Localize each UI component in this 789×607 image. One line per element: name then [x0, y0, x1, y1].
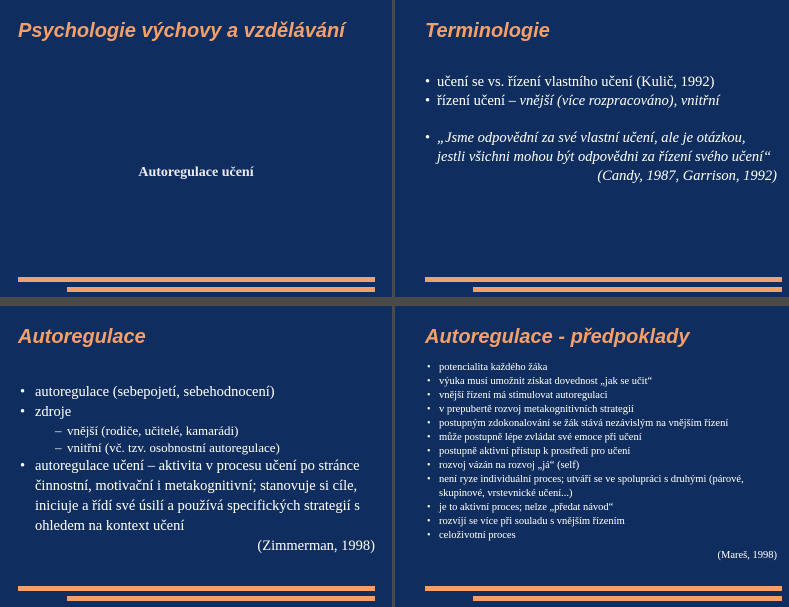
sub-list	[35, 422, 375, 456]
slide-title: Autoregulace - předpoklady	[425, 326, 690, 348]
list-item-text: potencialita každého žáka	[439, 362, 548, 373]
list-item	[427, 389, 777, 403]
slide-title: Autoregulace	[18, 326, 146, 348]
list-item-text: učení se vs. řízení vlastního učení (Kulič, 1992)	[437, 74, 715, 90]
list-item	[427, 515, 777, 529]
decorative-bar	[18, 586, 375, 591]
bullet-icon: •	[427, 418, 431, 429]
list-item	[427, 361, 777, 375]
list-item	[427, 431, 777, 445]
slide-title: Psychologie výchovy a vzdělávání	[18, 20, 345, 42]
bullet-icon: •	[427, 362, 431, 373]
list-item	[427, 529, 777, 543]
list-item	[427, 459, 777, 473]
quote-text: „Jsme odpovědní za své vlastní učení, ale je otázkou, jestli všichni mohou být odpovědni za řízení svého učení“	[437, 130, 772, 165]
list-item-text: výuka musí umožnit získat dovednost „jak se učit“	[439, 376, 653, 387]
sub-list-item-text: vnitřní (vč. tzv. osobnostní autoregulace)	[67, 440, 280, 455]
bullet-icon: •	[427, 502, 431, 513]
list-item-text: rozvoj vázán na rozvoj „já“ (self)	[439, 460, 580, 471]
list-item-text: může postupně lépe zvládat své emoce při učení	[439, 432, 642, 443]
list-item-text: vnější řízení má stimulovat autoregulaci	[439, 390, 608, 401]
bullet-icon: •	[20, 384, 26, 400]
list-item-text: postupným zdokonalování se žák stává nezávislým na vnějším řízení	[439, 418, 729, 429]
list-item-text: je to aktivní proces; nelze „předat návod“	[439, 502, 614, 513]
decorative-bar	[67, 596, 375, 601]
list-item-text: celoživotní proces	[439, 530, 516, 541]
list-item-text: v prepubertě rozvoj metakognitivních strategií	[439, 404, 634, 415]
list-item	[20, 382, 375, 402]
list-item	[20, 456, 375, 536]
citation: (Mareš, 1998)	[717, 550, 777, 561]
decorative-bar	[473, 287, 782, 292]
list-item-text-italic: vnější (více rozpracováno), vnitřní	[519, 93, 720, 109]
list-item-text: řízení učení –	[437, 93, 520, 109]
bullet-icon: •	[20, 458, 26, 474]
citation-row	[20, 536, 375, 556]
bullet-icon: •	[427, 376, 431, 387]
list-item	[427, 501, 777, 515]
list-item-text: autoregulace (sebepojetí, sebehodnocení)	[35, 384, 275, 400]
slide-title: Terminologie	[425, 20, 550, 42]
bullet-icon: •	[427, 530, 431, 541]
list-item	[427, 403, 777, 417]
decorative-bar	[425, 277, 782, 282]
decorative-bar	[425, 586, 782, 591]
bullet-icon: •	[425, 130, 431, 146]
list-item-text: rozvíjí se více při souladu s vnějším řízením	[439, 516, 625, 527]
bullet-icon: •	[425, 74, 431, 90]
bullet-icon: •	[20, 404, 26, 420]
sub-list-item	[55, 439, 375, 456]
list-item-text: zdroje	[35, 404, 72, 420]
citation-row	[425, 167, 777, 186]
decorative-bar	[67, 287, 375, 292]
decorative-bar	[18, 277, 375, 282]
citation: (Zimmerman, 1998)	[257, 538, 375, 554]
sub-list-item	[55, 422, 375, 439]
bullet-icon: •	[427, 404, 431, 415]
autoregulation-list	[20, 382, 375, 556]
list-item	[427, 473, 777, 501]
terminology-list	[425, 73, 777, 186]
bullet-icon: •	[427, 446, 431, 457]
list-item-text: postupně aktivní přístup k prostředí pro učení	[439, 446, 631, 457]
decorative-bar	[473, 596, 782, 601]
list-item	[427, 375, 777, 389]
bullet-icon: •	[427, 432, 431, 443]
list-item	[427, 445, 777, 459]
bullet-icon: •	[427, 460, 431, 471]
bullet-icon: •	[427, 474, 431, 485]
citation: (Candy, 1987, Garrison, 1992)	[597, 168, 777, 184]
slide-subtitle: Autoregulace učení	[138, 165, 254, 180]
sub-list-item-text: vnější (rodiče, učitelé, kamarádi)	[67, 423, 239, 438]
citation-row	[427, 549, 777, 563]
list-item	[20, 402, 375, 456]
bullet-icon: •	[427, 390, 431, 401]
list-item-text: autoregulace učení – aktivita v procesu učení po stránce činnostní, motivační i metakognitivní; stanovuje si cíle, iniciuje a řídí své úsilí a používá specifických strategií s ohledem na kontext učení	[35, 458, 360, 534]
prerequisites-list	[427, 361, 777, 563]
slide-1[interactable]	[0, 0, 392, 297]
list-item	[425, 73, 777, 92]
list-item	[425, 129, 777, 167]
list-item	[427, 417, 777, 431]
list-item-text: není ryze individuální proces; utváří se ve spolupráci s druhými (párové, skupinové, vrstevnické učení...)	[439, 474, 744, 499]
list-item	[425, 92, 777, 111]
bullet-icon: •	[425, 93, 431, 109]
bullet-icon: •	[427, 516, 431, 527]
dash-icon: –	[55, 423, 62, 438]
dash-icon: –	[55, 440, 62, 455]
